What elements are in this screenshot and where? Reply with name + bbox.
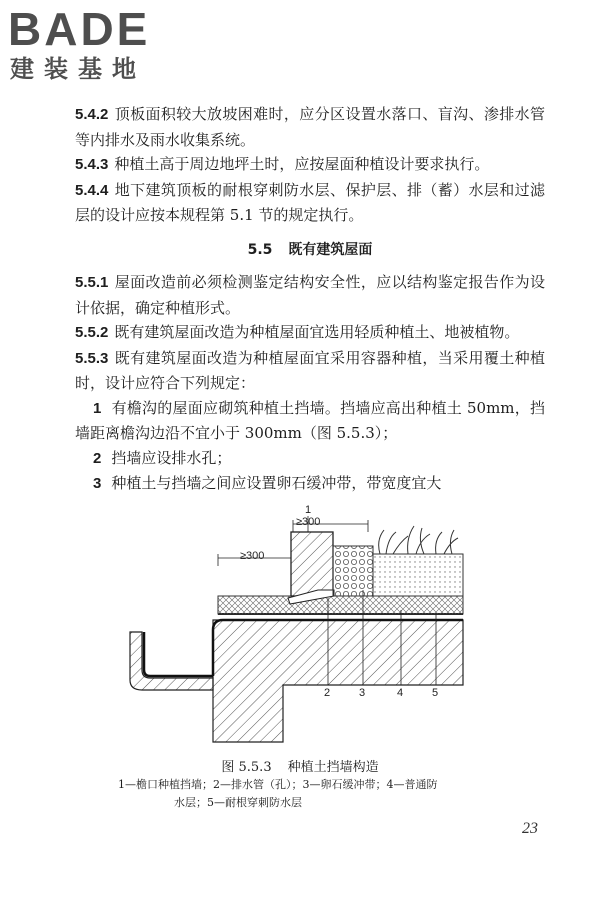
screed-layer — [218, 596, 463, 614]
list-item: 1 有檐沟的屋面应砌筑种植土挡墙。挡墙应高出种植土 50mm，挡墙距离檐沟边沿不宜小于 300mm（图 5.5.3）； — [75, 398, 545, 442]
paragraph-5-4-2: 5.4.2 顶板面积较大放坡困难时，应分区设置水落口、盲沟、渗排水管等内排水及雨水收集系统。 — [75, 105, 545, 149]
paragraph-5-5-3: 5.5.3 既有建筑屋面改造为种植屋面宜采用容器种植，当采用覆土种植时，设计应符合下列规定： — [75, 348, 545, 392]
logo-wordmark: BADE — [8, 3, 151, 55]
section-drawing — [118, 510, 478, 746]
label-1: 1 — [305, 504, 312, 516]
paragraph-5-4-4: 5.4.4 地下建筑顶板的耐根穿刺防水层、保护层、排（蓄）水层和过滤层的设计应按本规程第 5.1 节的规定执行。 — [75, 180, 545, 224]
paragraph-5-4-3: 5.4.3 种植土高于周边地坪土时，应按屋面种植设计要求执行。 — [75, 155, 490, 173]
paragraph-5-5-1: 5.5.1 屋面改造前必须检测鉴定结构安全性，应以结构鉴定报告作为设计依据，确定种植形式。 — [75, 273, 545, 317]
pebble-buffer — [333, 546, 373, 596]
dim-top: ≥300 — [296, 516, 321, 528]
retaining-wall — [291, 532, 333, 596]
dim-left: ≥300 — [240, 550, 265, 562]
document-body — [75, 102, 545, 497]
list-item: 3 种植土与挡墙之间应设置卵石缓冲带，带宽度宜大 — [93, 474, 442, 492]
planting-soil — [373, 554, 463, 596]
plants — [379, 526, 458, 554]
logo — [8, 4, 178, 88]
waterproof-layer — [144, 632, 213, 676]
label-2: 2 — [324, 687, 331, 699]
list-item: 2 挡墙应设排水孔； — [93, 448, 232, 467]
page-number: 23 — [522, 820, 538, 837]
logo-subtitle: 建装基地 — [10, 55, 146, 83]
paragraph-5-5-2: 5.5.2 既有建筑屋面改造为种植屋面宜选用轻质种植土、地被植物。 — [75, 323, 520, 341]
label-4: 4 — [397, 687, 404, 699]
gutter — [130, 632, 213, 690]
roof-retaining-wall-diagram — [118, 504, 478, 746]
structural-slab — [213, 620, 463, 742]
figure-legend: 1—檐口种植挡墙；2—排水管（孔）；3—卵石缓冲带；4—普通防 水层；5—耐根穿刺防水层 — [118, 778, 438, 809]
label-5: 5 — [432, 687, 439, 699]
section-heading: 5.5 既有建筑屋面 — [247, 241, 373, 258]
figure-caption: 图 5.5.3 种植土挡墙构造 — [221, 760, 379, 775]
label-3: 3 — [359, 687, 366, 699]
